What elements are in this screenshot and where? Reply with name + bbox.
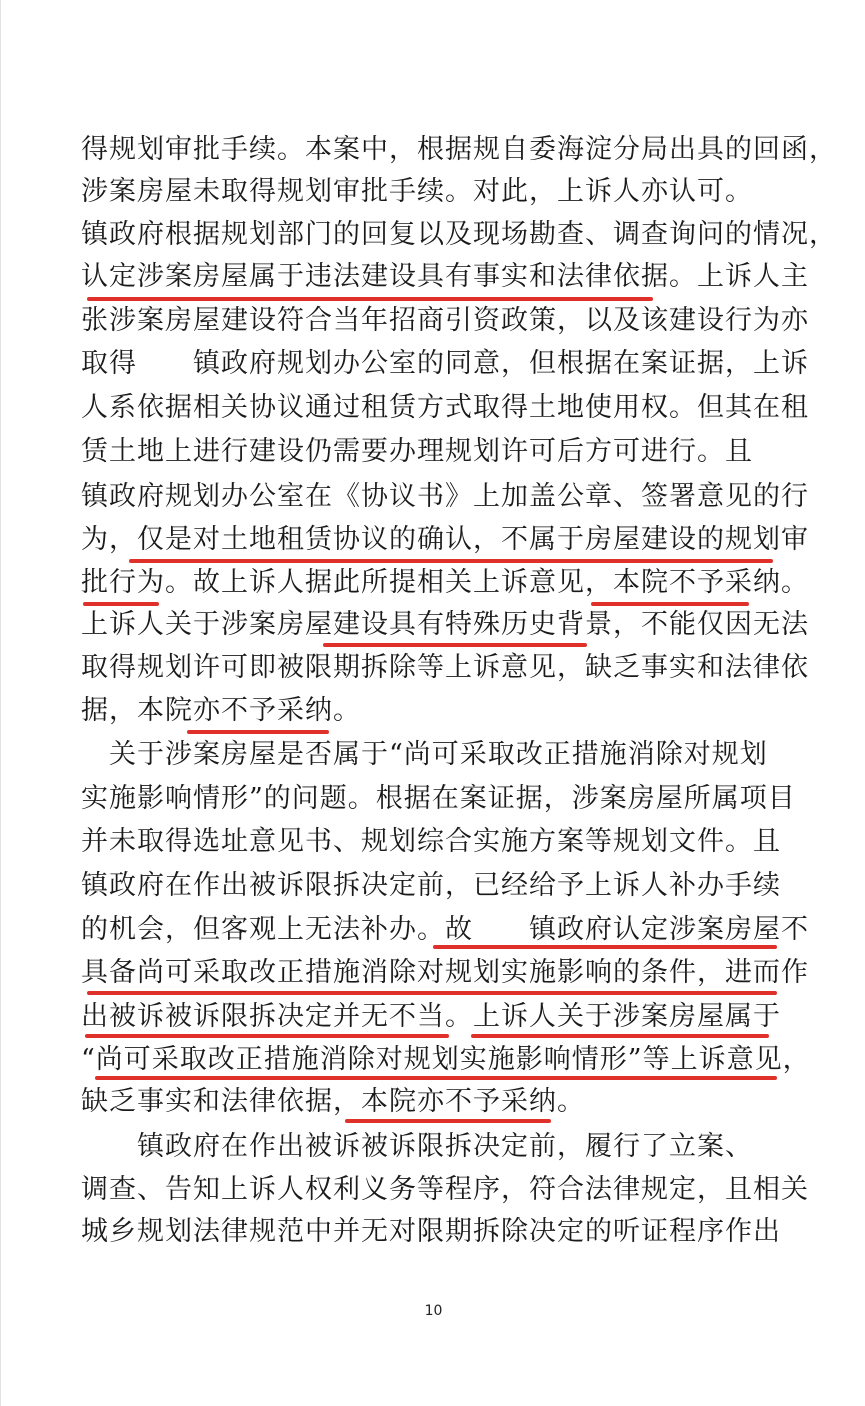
red-underline — [433, 945, 777, 949]
text-line: 的机会，但客观上无法补办。故 镇政府认定涉案房屋不 — [81, 914, 809, 945]
text-line: 关于涉案房屋是否属于“尚可采取改正措施消除对规划 — [81, 739, 768, 770]
red-underline — [187, 730, 329, 734]
text-line: 认定涉案房屋属于违法建设具有事实和法律依据。上诉人主 — [81, 261, 809, 292]
text-line: “尚可采取改正措施消除对规划实施影响情形”等上诉意见， — [81, 1044, 811, 1075]
red-underline — [323, 643, 587, 647]
text-line: 取得 镇政府规划办公室的同意，但根据在案证据，上诉 — [81, 348, 809, 379]
text-line: 人系依据相关协议通过租赁方式取得土地使用权。但其在租 — [81, 392, 809, 423]
text-line: 取得规划许可即被限期拆除等上诉意见，缺乏事实和法律依 — [81, 652, 809, 683]
red-underline — [471, 1034, 769, 1038]
page-number: 10 — [424, 1303, 443, 1319]
text-line: 批行为。故上诉人据此所提相关上诉意见，本院不予采纳。 — [81, 567, 809, 598]
text-line: 调查、告知上诉人权利义务等程序，符合法律规定，且相关 — [81, 1174, 809, 1205]
red-underline — [95, 1076, 777, 1080]
red-underline — [83, 602, 159, 606]
text-line: 上诉人关于涉案房屋建设具有特殊历史背景，不能仅因无法 — [81, 609, 809, 640]
text-line: 镇政府在作出被诉被诉限拆决定前，履行了立案、 — [81, 1131, 753, 1162]
red-underline — [87, 991, 777, 995]
text-line: 具备尚可采取改正措施消除对规划实施影响的条件，进而作 — [81, 957, 809, 988]
text-line: 为，仅是对土地租赁协议的确认，不属于房屋建设的规划审 — [81, 524, 809, 555]
text-line: 据，本院亦不予采纳。 — [81, 695, 361, 726]
red-underline — [345, 1119, 551, 1123]
text-line: 镇政府根据规划部门的回复以及现场勘查、调查询问的情况， — [81, 219, 837, 250]
red-underline — [129, 559, 773, 563]
text-line: 缺乏事实和法律依据，本院亦不予采纳。 — [81, 1086, 585, 1117]
red-underline — [591, 602, 749, 606]
text-line: 实施影响情形”的问题。根据在案证据，涉案房屋所属项目 — [81, 783, 796, 814]
red-underline — [87, 297, 653, 301]
text-line: 张涉案房屋建设符合当年招商引资政策，以及该建设行为亦 — [81, 305, 809, 336]
text-line: 得规划审批手续。本案中，根据规自委海淀分局出具的回函， — [81, 134, 837, 165]
text-line: 镇政府在作出被诉限拆决定前，已经给予上诉人补办手续 — [81, 870, 781, 901]
red-underline — [85, 1034, 449, 1038]
text-line: 赁土地上进行建设仍需要办理规划许可后方可进行。且 — [81, 436, 753, 467]
text-line: 并未取得选址意见书、规划综合实施方案等规划文件。且 — [81, 826, 781, 857]
text-line: 出被诉被诉限拆决定并无不当。上诉人关于涉案房屋属于 — [81, 1001, 781, 1032]
text-line: 镇政府规划办公室在《协议书》上加盖公章、签署意见的行 — [81, 481, 809, 512]
text-line: 城乡规划法律规范中并无对限期拆除决定的听证程序作出 — [81, 1216, 781, 1247]
text-line: 涉案房屋未取得规划审批手续。对此，上诉人亦认可。 — [81, 176, 753, 207]
